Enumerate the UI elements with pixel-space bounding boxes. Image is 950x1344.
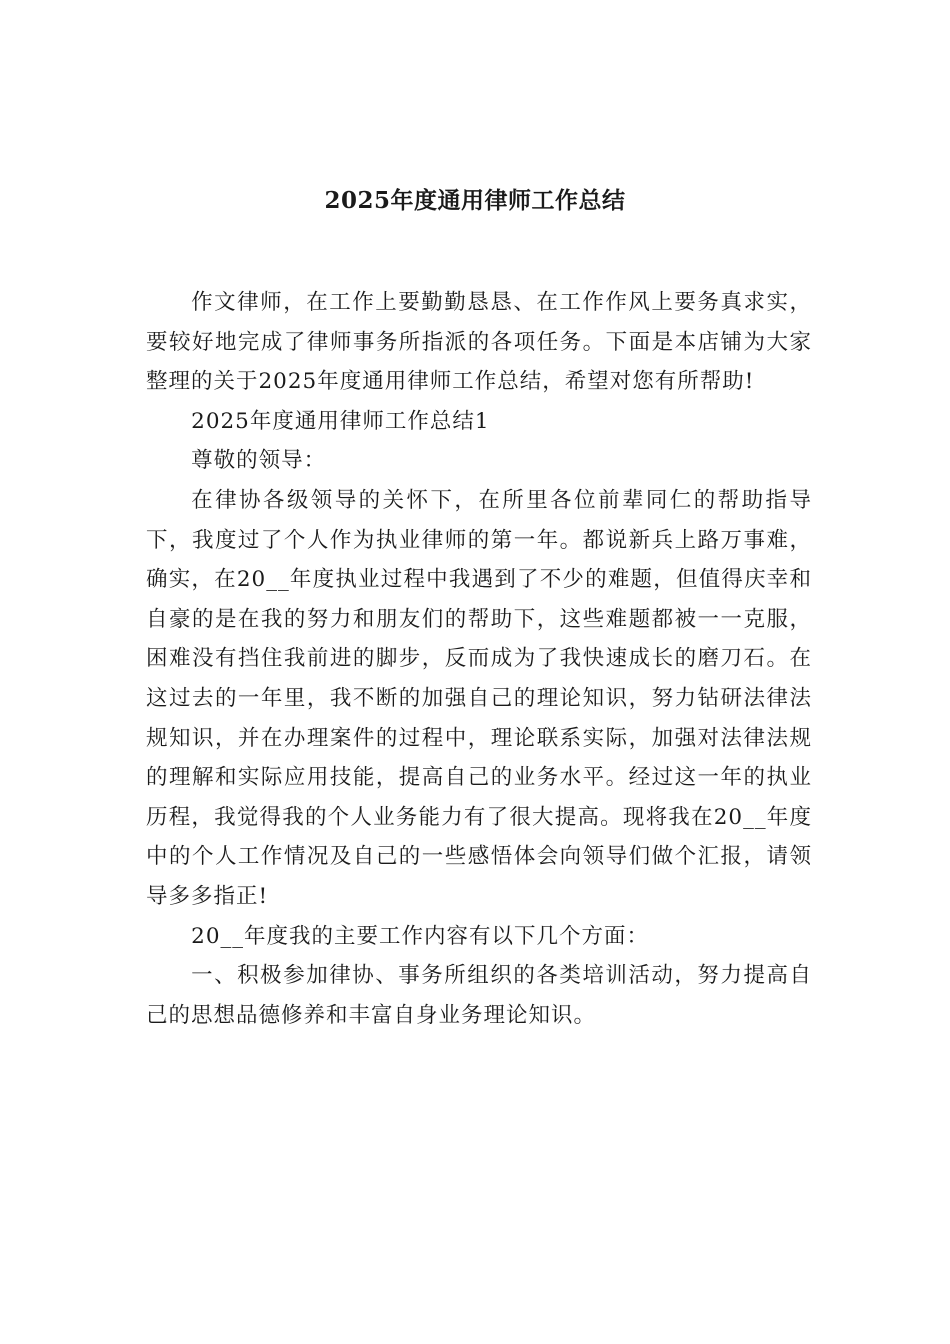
salutation: 尊敬的领导： xyxy=(191,448,327,474)
document-body xyxy=(146,283,812,1035)
section-heading: 2025年度通用律师工作总结1 xyxy=(191,408,490,434)
work-content-intro: 20__年度我的主要工作内容有以下几个方面： xyxy=(191,923,650,949)
document-title: 2025年度通用律师工作总结 xyxy=(324,187,626,214)
work-item-1: 一、积极参加律协、事务所组织的各类培训活动，努力提高自己的思想品德修养和丰富自身业务理论知识。 xyxy=(146,963,812,1028)
intro-paragraph: 作文律师，在工作上要勤勤恳恳、在工作作风上要务真求实，要较好地完成了律师事务所指派的各项任务。下面是本店铺为大家整理的关于2025年度通用律师工作总结，希望对您有所帮助! xyxy=(146,290,812,395)
body-paragraph: 在律协各级领导的关怀下，在所里各位前辈同仁的帮助指导下，我度过了个人作为执业律师的第一年。都说新兵上路万事难，确实，在20__年度执业过程中我遇到了不少的难题，但值得庆幸和自豪的是在我的努力和朋友们的帮助下，这些难题都被一一克服，困难没有挡住我前进的脚步，反而成为了我快速成长的磨刀石。在这过去的一年里，我不断的加强自己的理论知识，努力钻研法律法规知识，并在办理案件的过程中，理论联系实际，加强对法律法规的理解和实际应用技能，提高自己的业务水平。经过这一年的执业历程，我觉得我的个人业务能力有了很大提高。现将我在20__年度中的个人工作情况及自己的一些感悟体会向领导们做个汇报，请领导多多指正! xyxy=(146,487,812,909)
